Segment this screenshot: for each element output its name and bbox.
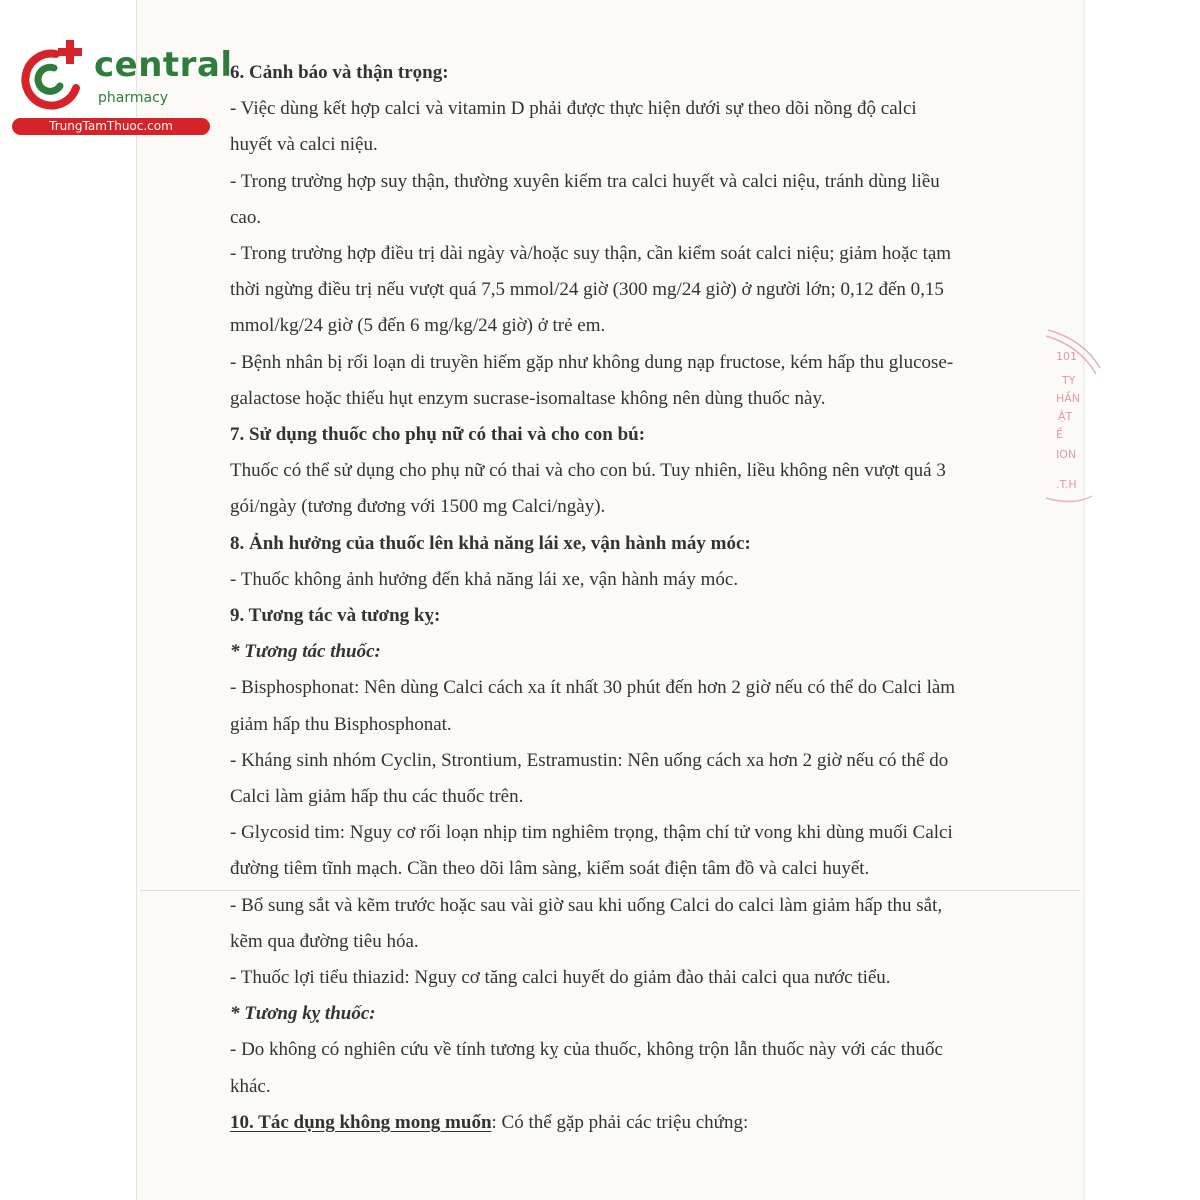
svg-text:HẦN: HẦN <box>1056 392 1081 405</box>
section-10-text: : Có thể gặp phải các triệu chứng: <box>491 1111 749 1133</box>
section-7-line: gói/ngày (tương đương với 1500 mg Calci/ngày). <box>230 496 606 518</box>
interaction-line: - Kháng sinh nhóm Cyclin, Strontium, Estramustin: Nên uống cách xa hơn 2 giờ nếu có thể do <box>230 749 949 771</box>
section-6-line: mmol/kg/24 giờ (5 đến 6 mg/kg/24 giờ) ở trẻ em. <box>230 315 606 337</box>
section-6-line: cao. <box>230 206 262 228</box>
logo-brand: central <box>94 45 233 85</box>
interaction-line: kẽm qua đường tiêu hóa. <box>230 930 419 952</box>
section-6-line: thời ngừng điều trị nếu vượt quá 7,5 mmol/24 giờ (300 mg/24 giờ) ở người lớn; 0,12 đến 0,15 <box>230 279 944 301</box>
interaction-line: đường tiêm tĩnh mạch. Cần theo dõi lâm sàng, kiểm soát điện tâm đồ và calci huyết. <box>230 858 870 880</box>
section-6-line: galactose hoặc thiếu hụt enzym sucrase-isomaltase không nên dùng thuốc này. <box>230 387 826 409</box>
svg-text:ẬT: ẬT <box>1058 410 1073 423</box>
section-10-line <box>230 1105 1045 1141</box>
section-7-line: Thuốc có thể sử dụng cho phụ nữ có thai và cho con bú. Tuy nhiên, liều không nên vượt quá 3 <box>230 460 946 482</box>
svg-text:.T.H: .T.H <box>1056 478 1077 491</box>
central-pharmacy-logo[interactable] <box>10 38 233 138</box>
section-10-heading: 10. Tác dụng không mong muốn <box>230 1111 492 1133</box>
red-seal-stamp-icon <box>1044 328 1104 518</box>
logo-subtitle: pharmacy <box>98 90 169 106</box>
svg-text:TY: TY <box>1062 374 1076 387</box>
interactions-subheading: * Tương tác thuốc: <box>230 641 381 663</box>
section-7-heading: 7. Sử dụng thuốc cho phụ nữ có thai và cho con bú: <box>230 424 646 446</box>
svg-text:Ề: Ề <box>1056 428 1063 441</box>
section-8-line: - Thuốc không ảnh hưởng đến khả năng lái xe, vận hành máy móc. <box>230 568 739 590</box>
interaction-line: - Glycosid tim: Nguy cơ rối loạn nhịp tim nghiêm trọng, thậm chí tử vong khi dùng muối Calci <box>230 822 953 844</box>
section-6-line: - Trong trường hợp điều trị dài ngày và/hoặc suy thận, cần kiểm soát calci niệu; giảm hoặc tạm <box>230 243 952 265</box>
section-6-line: - Bệnh nhân bị rối loạn di truyền hiếm gặp như không dung nạp fructose, kém hấp thu glucose- <box>230 351 954 373</box>
interaction-line: - Thuốc lợi tiểu thiazid: Nguy cơ tăng calci huyết do giảm đào thải calci qua nước tiểu. <box>230 967 891 989</box>
svg-text:ION: ION <box>1056 448 1077 461</box>
document-content <box>230 55 1045 1141</box>
section-6-line: - Trong trường hợp suy thận, thường xuyên kiểm tra calci huyết và calci niệu, tránh dùng liều <box>230 170 940 192</box>
section-6-line: - Việc dùng kết hợp calci và vitamin D phải được thực hiện dưới sự theo dõi nồng độ calci <box>230 98 917 120</box>
section-6-heading: 6. Cảnh báo và thận trọng: <box>230 62 449 83</box>
interaction-line: - Bisphosphonat: Nên dùng Calci cách xa ít nhất 30 phút đến hơn 2 giờ nếu có thể do Calci làm <box>230 677 956 699</box>
incompatibility-line: - Do không có nghiên cứu về tính tương kỵ của thuốc, không trộn lẫn thuốc này với các thuốc <box>230 1039 943 1061</box>
interaction-line: Calci làm giảm hấp thu các thuốc trên. <box>230 786 524 808</box>
section-6-line: huyết và calci niệu. <box>230 134 378 156</box>
svg-text:101: 101 <box>1056 350 1077 363</box>
interaction-line: - Bổ sung sắt và kẽm trước hoặc sau vài giờ sau khi uống Calci do calci làm giảm hấp thu sắt, <box>230 894 943 916</box>
interaction-line: giảm hấp thu Bisphosphonat. <box>230 713 452 735</box>
logo-site-label: TrungTamThuoc.com <box>12 118 210 135</box>
section-8-heading: 8. Ảnh hưởng của thuốc lên khả năng lái xe, vận hành máy móc: <box>230 532 751 554</box>
section-9-heading: 9. Tương tác và tương kỵ: <box>230 605 441 627</box>
incompatibility-line: khác. <box>230 1075 271 1097</box>
incompatibility-subheading: * Tương kỵ thuốc: <box>230 1003 376 1025</box>
pharmacy-cross-icon <box>10 38 92 118</box>
